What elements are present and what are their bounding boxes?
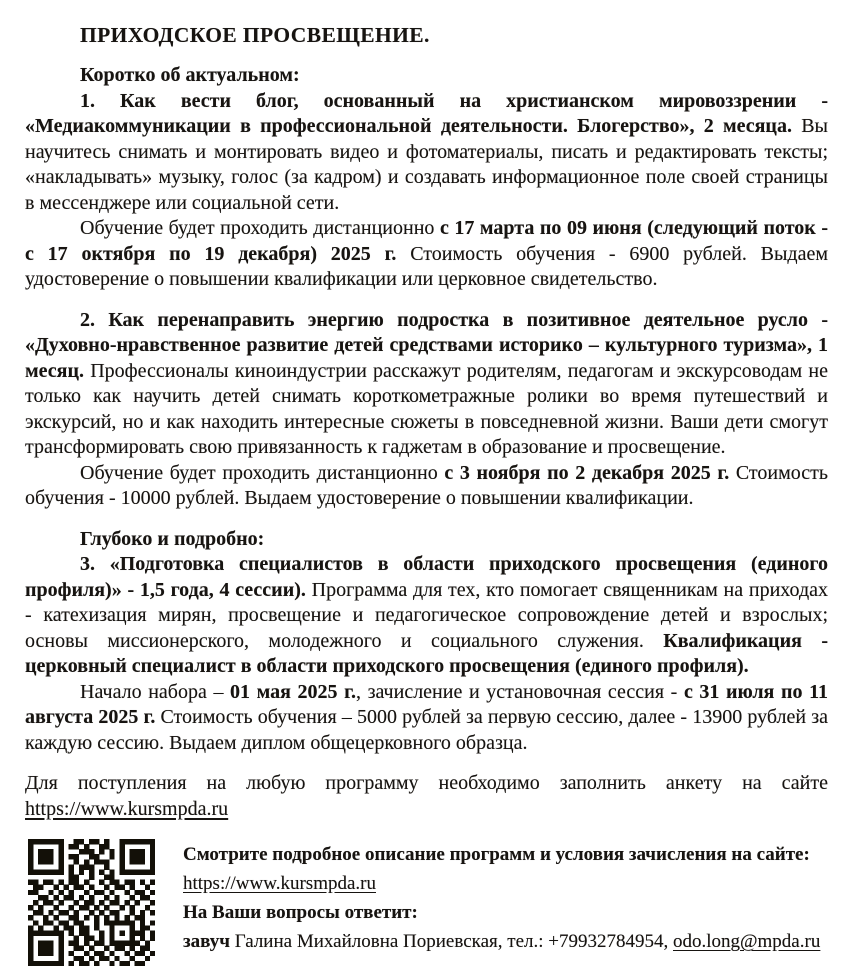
footer-contact-info — [183, 839, 820, 956]
body-paragraph — [25, 680, 828, 757]
footer-line — [183, 898, 820, 927]
body-paragraph — [25, 771, 828, 822]
text-run: , зачисление и установочная сессия - — [355, 680, 684, 703]
text-run: Программа для тех, кто помогает священникам на приходах - катехизация мирян, просвещение и педагогическое сопровождение детей и взрослых; основы миссионерского, молодежного и социального служения. — [25, 578, 829, 652]
site-link[interactable]: https://www.kursmpda.ru — [183, 873, 376, 894]
text-run: Стоимость обучения - 10000 рублей. Выдаем удостоверение о повышении квалификации. — [25, 461, 828, 509]
section-heading — [25, 527, 828, 553]
body-paragraph — [25, 216, 828, 293]
body-paragraph — [25, 89, 828, 217]
text-run: Начало набора – — [80, 680, 231, 703]
footer-block — [25, 839, 828, 966]
text-run: 01 мая 2025 г. — [230, 680, 356, 703]
text-run: Глубоко и подробно: — [80, 527, 265, 550]
text-run: Профессионалы киноиндустрии расскажут родителям, педагогам и экскурсоводам не только как научить детей снимать короткометражные ролики во время путешествий и экскурсий, но и как находить интересные сюжеты в повседневной жизни. Ваши дети смогут трансформировать свою привязанность к гаджетам в образование и просвещение. — [25, 359, 828, 458]
application-site-link[interactable]: https://www.kursmpda.ru — [25, 797, 229, 820]
text-run: Квалификация - церковный специалист в области приходского просвещения (единого профиля). — [25, 629, 828, 677]
text-run: с 17 марта по 09 июня (следующий поток - с 17 октября по 19 декабря) 2025 г. — [25, 217, 828, 265]
text-run: 2. Как перенаправить энергию подростка в позитивное деятельное русло - «Духовно-нравственное развитие детей средствами историко – культурного туризма», 1 месяц. — [25, 308, 828, 382]
text-run: Стоимость обучения – 5000 рублей за первую сессию, далее - 13900 рублей за каждую сессию. Выдаем диплом общецерковного образца. — [25, 706, 828, 754]
text-run: Обучение будет проходить дистанционно — [80, 217, 440, 239]
body-paragraph — [25, 308, 828, 461]
text-run: с 3 ноября по 2 декабря 2025 г. — [444, 461, 730, 484]
email-link[interactable]: odo.long@mpda.ru — [673, 931, 821, 952]
text-run: Стоимость обучения - 6900 рублей. Выдаем удостоверение о повышении квалификации или церковное свидетельство. — [25, 242, 828, 290]
body-paragraph — [25, 461, 828, 512]
qr-code — [28, 839, 155, 966]
footer-line — [183, 869, 820, 898]
text-run: Вы научитесь снимать и монтировать видео и фотоматериалы, писать и редактировать тексты; «накладывать» музыку, голос (за кадром) и создавать информационное поле своей страницы в мессенджере или социальной сети. — [25, 115, 828, 214]
text-run: Коротко об актуальном: — [80, 64, 300, 86]
document-title: ПРИХОДСКОЕ ПРОСВЕЩЕНИЕ. — [80, 23, 430, 47]
text-run: 3. «Подготовка специалистов в области приходского просвещения (единого профиля)» - 1,5 года, 4 сессии). — [25, 553, 828, 601]
text-run: Обучение будет проходить дистанционно — [80, 461, 445, 484]
text-run: Для поступления на любую программу необходимо заполнить анкету на сайте — [25, 772, 828, 794]
document-body — [25, 63, 828, 822]
text-run: Галина Михайловна Пориевская, тел.: +79932784954, — [229, 931, 673, 952]
text-run: с 31 июля по 11 августа 2025 г. — [25, 680, 828, 728]
section-heading — [25, 63, 828, 89]
text-run: На Ваши вопросы ответит: — [183, 902, 418, 923]
text-run: Смотрите подробное описание программ и условия зачисления на сайте: — [183, 844, 810, 865]
text-run: завуч — [183, 931, 230, 952]
footer-line — [183, 840, 820, 869]
body-paragraph — [25, 552, 828, 680]
footer-line — [183, 927, 820, 956]
qr-code-image — [28, 839, 155, 966]
text-run: 1. Как вести блог, основанный на христианском мировоззрении - «Медиакоммуникации в профессиональной деятельности. Блогерство», 2 месяца. — [25, 89, 828, 137]
